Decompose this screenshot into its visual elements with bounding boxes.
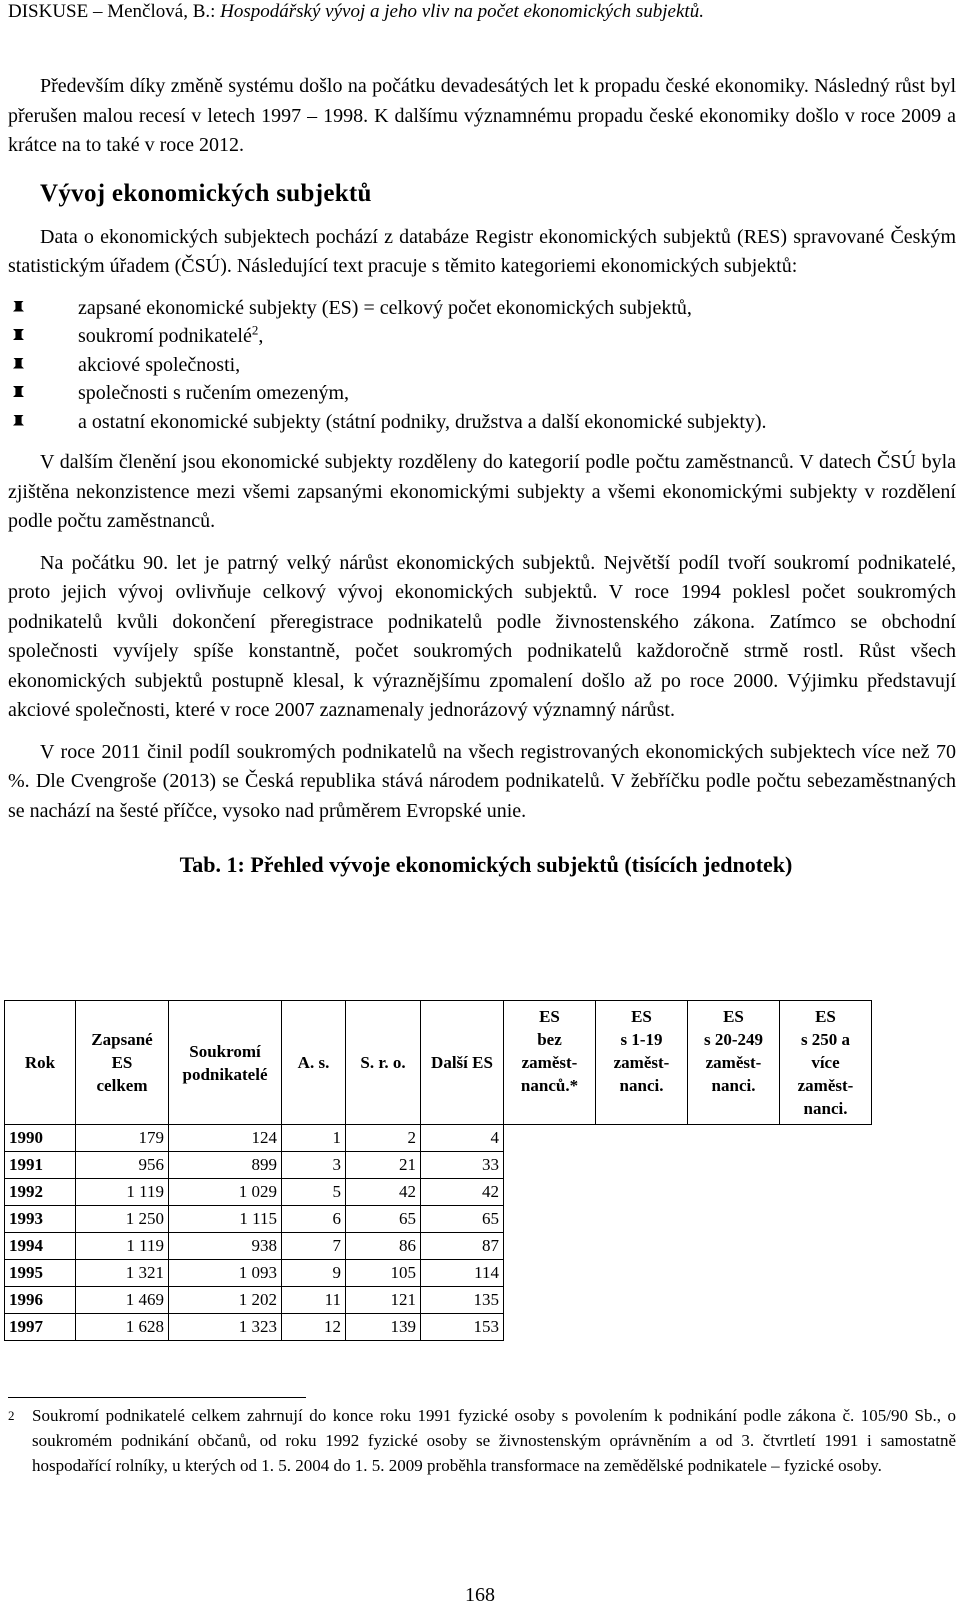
table-cell-empty: [780, 1179, 872, 1206]
table-cell-empty: [504, 1233, 596, 1260]
table-cell-empty: [504, 1260, 596, 1287]
year-2011-paragraph: V roce 2011 činil podíl soukromých podnikatelů na všech registrovaných ekonomických subjektech více než 70 %. Dle Cvengroše (2013) se Česká republika stává národem podnikatelů. V žebříčku podle počtu sebezaměstnaných se nachází na šesté příčce, vysoko nad průměrem Evropské unie.: [8, 740, 956, 822]
table-cell-empty: [504, 1314, 596, 1341]
table-cell: 1 029: [169, 1179, 282, 1206]
header-dalsi: Další ES: [421, 1001, 504, 1125]
table-cell-year: 1992: [5, 1179, 76, 1206]
table-cell-empty: [780, 1314, 872, 1341]
table-cell: 105: [346, 1260, 421, 1287]
list-item: zapsané ekonomické subjekty (ES) = celkový počet ekonomických subjektů,: [8, 294, 956, 323]
employees-paragraph: V dalším členění jsou ekonomické subjekty rozděleny do kategorií podle počtu zaměstnanců. V datech ČSÚ byla zjištěna nekonzistence mezi všemi zapsanými ekonomickými subjekty a všemi ekonomickými subjekty v rozdělení podle počtu zaměstnanců.: [8, 451, 956, 532]
table-cell-empty: [596, 1287, 688, 1314]
footnote-ref: 2: [251, 322, 259, 338]
table-cell: 65: [346, 1206, 421, 1233]
economic-subjects-table: [4, 1000, 872, 1341]
table-cell-empty: [688, 1287, 780, 1314]
table-cell: 1 469: [76, 1287, 169, 1314]
running-head-title: Hospodářský vývoj a jeho vliv na počet ekonomických subjektů.: [220, 1, 704, 22]
table-cell-empty: [688, 1179, 780, 1206]
header-zapsane: Zapsané ES celkem: [76, 1001, 169, 1125]
table-cell-year: 1997: [5, 1314, 76, 1341]
footnote: [8, 1403, 956, 1478]
intro-paragraph: Především díky změně systému došlo na počátku devadesátých let k propadu české ekonomiky. Následný růst byl přerušen malou recesí v letech 1997 – 1998. K dalšímu významnému propadu české ekonomiky došlo v roce 2009 a krátce na to také v roce 2012.: [8, 75, 956, 156]
table-cell-empty: [688, 1314, 780, 1341]
table-cell: 956: [76, 1152, 169, 1179]
table-cell: 5: [282, 1179, 346, 1206]
table-cell-empty: [780, 1233, 872, 1260]
table-cell: 1 093: [169, 1260, 282, 1287]
table-cell: 1 119: [76, 1179, 169, 1206]
table-cell-empty: [596, 1314, 688, 1341]
table-cell-empty: [596, 1233, 688, 1260]
running-head: [8, 0, 704, 24]
table-cell-empty: [596, 1260, 688, 1287]
table-cell-empty: [688, 1152, 780, 1179]
running-head-author: DISKUSE – Menčlová, B.:: [8, 1, 221, 22]
square-bullet-icon: [13, 386, 24, 397]
table-caption: Tab. 1: Přehled vývoje ekonomických subjektů (tisících jednotek): [179, 852, 793, 877]
table-cell-year: 1996: [5, 1287, 76, 1314]
table-cell-empty: [596, 1152, 688, 1179]
data-source-paragraph: Data o ekonomických subjektech pochází z databáze Registr ekonomických subjektů (RES) spravované Českým statistickým úřadem (ČSÚ). Následující text pracuje s těmito kategoriemi ekonomických subjektů:: [8, 225, 956, 277]
table-cell: 124: [169, 1125, 282, 1152]
table-cell: 65: [421, 1206, 504, 1233]
table-cell-empty: [688, 1233, 780, 1260]
table-cell-year: 1995: [5, 1260, 76, 1287]
table-cell: 2: [346, 1125, 421, 1152]
table-cell: 4: [421, 1125, 504, 1152]
footnote-text: Soukromí podnikatelé celkem zahrnují do konce roku 1991 fyzické osoby s povolením k podnikání podle zákona č. 105/90 Sb., o soukromém podnikání občanů, od roku 1992 fyzické osoby se živnostenským oprávněním a od 3. čtvrtletí 1991 i samostatně hospodařící rolníky, u kterých od 1. 5. 2004 do 1. 5. 2009 proběhla transformace na zemědělské podnikatele – fyzické osoby.: [32, 1406, 956, 1475]
header-es-250: ES s 250 a více zaměst- nanci.: [780, 1001, 872, 1125]
table-cell-year: 1993: [5, 1206, 76, 1233]
table-row: [5, 1152, 872, 1179]
table-cell-year: 1991: [5, 1152, 76, 1179]
table-cell: 1 628: [76, 1314, 169, 1341]
table-cell: 33: [421, 1152, 504, 1179]
header-soukromi: Soukromí podnikatelé: [169, 1001, 282, 1125]
header-sro: S. r. o.: [346, 1001, 421, 1125]
square-bullet-icon: [13, 415, 24, 426]
table-cell: 42: [421, 1179, 504, 1206]
table-cell: 9: [282, 1260, 346, 1287]
table-cell: 1 115: [169, 1206, 282, 1233]
table-cell: 121: [346, 1287, 421, 1314]
square-bullet-icon: [13, 329, 24, 340]
table-cell-empty: [504, 1125, 596, 1152]
table-cell: 42: [346, 1179, 421, 1206]
category-list: [8, 294, 956, 437]
table-cell: 1 321: [76, 1260, 169, 1287]
table-cell: 1 202: [169, 1287, 282, 1314]
table-cell-empty: [780, 1125, 872, 1152]
table-cell: 179: [76, 1125, 169, 1152]
section-heading: Vývoj ekonomických subjektů: [40, 179, 372, 207]
header-rok: Rok: [5, 1001, 76, 1125]
article-body: [8, 72, 956, 880]
table-cell: 938: [169, 1233, 282, 1260]
table-cell: 6: [282, 1206, 346, 1233]
header-as: A. s.: [282, 1001, 346, 1125]
table-cell: 1: [282, 1125, 346, 1152]
header-es-bez: ES bez zaměst- nanců.*: [504, 1001, 596, 1125]
table-cell-empty: [596, 1179, 688, 1206]
list-item: akciové společnosti,: [8, 351, 956, 380]
table-header-row: [5, 1001, 872, 1125]
table-cell: 899: [169, 1152, 282, 1179]
table-cell: 7: [282, 1233, 346, 1260]
table-cell-empty: [688, 1260, 780, 1287]
nineties-paragraph: Na počátku 90. let je patrný velký nárůst ekonomických subjektů. Největší podíl tvoří soukromí podnikatelé, proto jejich vývoj ovlivňuje celkový vývoj ekonomických subjektů. V roce 1994 poklesl počet soukromých podnikatelů kvůli dokončení přeregistrace podnikatelů podle živnostenského zákona. Zatímco se obchodní společnosti vyvíjely spíše konstantně, počet soukromých podnikatelů každoročně strmě rostl. Růst všech ekonomických subjektů postupně klesal, k výraznějšímu zpomalení došlo až po roce 2000. Výjimku představují akciové společnosti, které v roce 2007 zaznamenaly jednorázový významný nárůst.: [8, 551, 956, 721]
table-row: [5, 1314, 872, 1341]
table-cell: 12: [282, 1314, 346, 1341]
table-cell-empty: [780, 1152, 872, 1179]
footnote-rule: [8, 1397, 306, 1398]
table-cell-empty: [504, 1287, 596, 1314]
table-cell: 139: [346, 1314, 421, 1341]
table-cell-empty: [504, 1152, 596, 1179]
table-cell-empty: [688, 1125, 780, 1152]
list-item: soukromí podnikatelé$^2$,: [8, 322, 956, 351]
footnote-mark: 2: [8, 1408, 15, 1423]
table-cell-year: 1994: [5, 1233, 76, 1260]
table-cell-empty: [596, 1125, 688, 1152]
table-cell: 135: [421, 1287, 504, 1314]
table-cell: 1 250: [76, 1206, 169, 1233]
table-cell: 11: [282, 1287, 346, 1314]
table-row: [5, 1287, 872, 1314]
table-cell: 86: [346, 1233, 421, 1260]
table-cell: 1 323: [169, 1314, 282, 1341]
table-cell-empty: [780, 1287, 872, 1314]
table-cell-empty: [596, 1206, 688, 1233]
header-es-20-249: ES s 20-249 zaměst- nanci.: [688, 1001, 780, 1125]
table-cell: 21: [346, 1152, 421, 1179]
table-row: [5, 1206, 872, 1233]
table-cell: 3: [282, 1152, 346, 1179]
header-es-1-19: ES s 1-19 zaměst- nanci.: [596, 1001, 688, 1125]
table-cell-empty: [688, 1206, 780, 1233]
table-cell: 87: [421, 1233, 504, 1260]
square-bullet-icon: [13, 358, 24, 369]
table-row: [5, 1233, 872, 1260]
table-row: [5, 1260, 872, 1287]
table-cell-empty: [504, 1206, 596, 1233]
list-item: společnosti s ručením omezeným,: [8, 379, 956, 408]
table-row: [5, 1179, 872, 1206]
table-cell-empty: [504, 1179, 596, 1206]
page-number: 168: [465, 1584, 495, 1606]
table-cell-empty: [780, 1206, 872, 1233]
table-cell-empty: [780, 1260, 872, 1287]
table-cell-year: 1990: [5, 1125, 76, 1152]
table-row: [5, 1125, 872, 1152]
table-cell: 114: [421, 1260, 504, 1287]
list-item: a ostatní ekonomické subjekty (státní podniky, družstva a další ekonomické subjekty).: [8, 408, 956, 437]
square-bullet-icon: [13, 301, 24, 312]
table-cell: 1 119: [76, 1233, 169, 1260]
table-cell: 153: [421, 1314, 504, 1341]
